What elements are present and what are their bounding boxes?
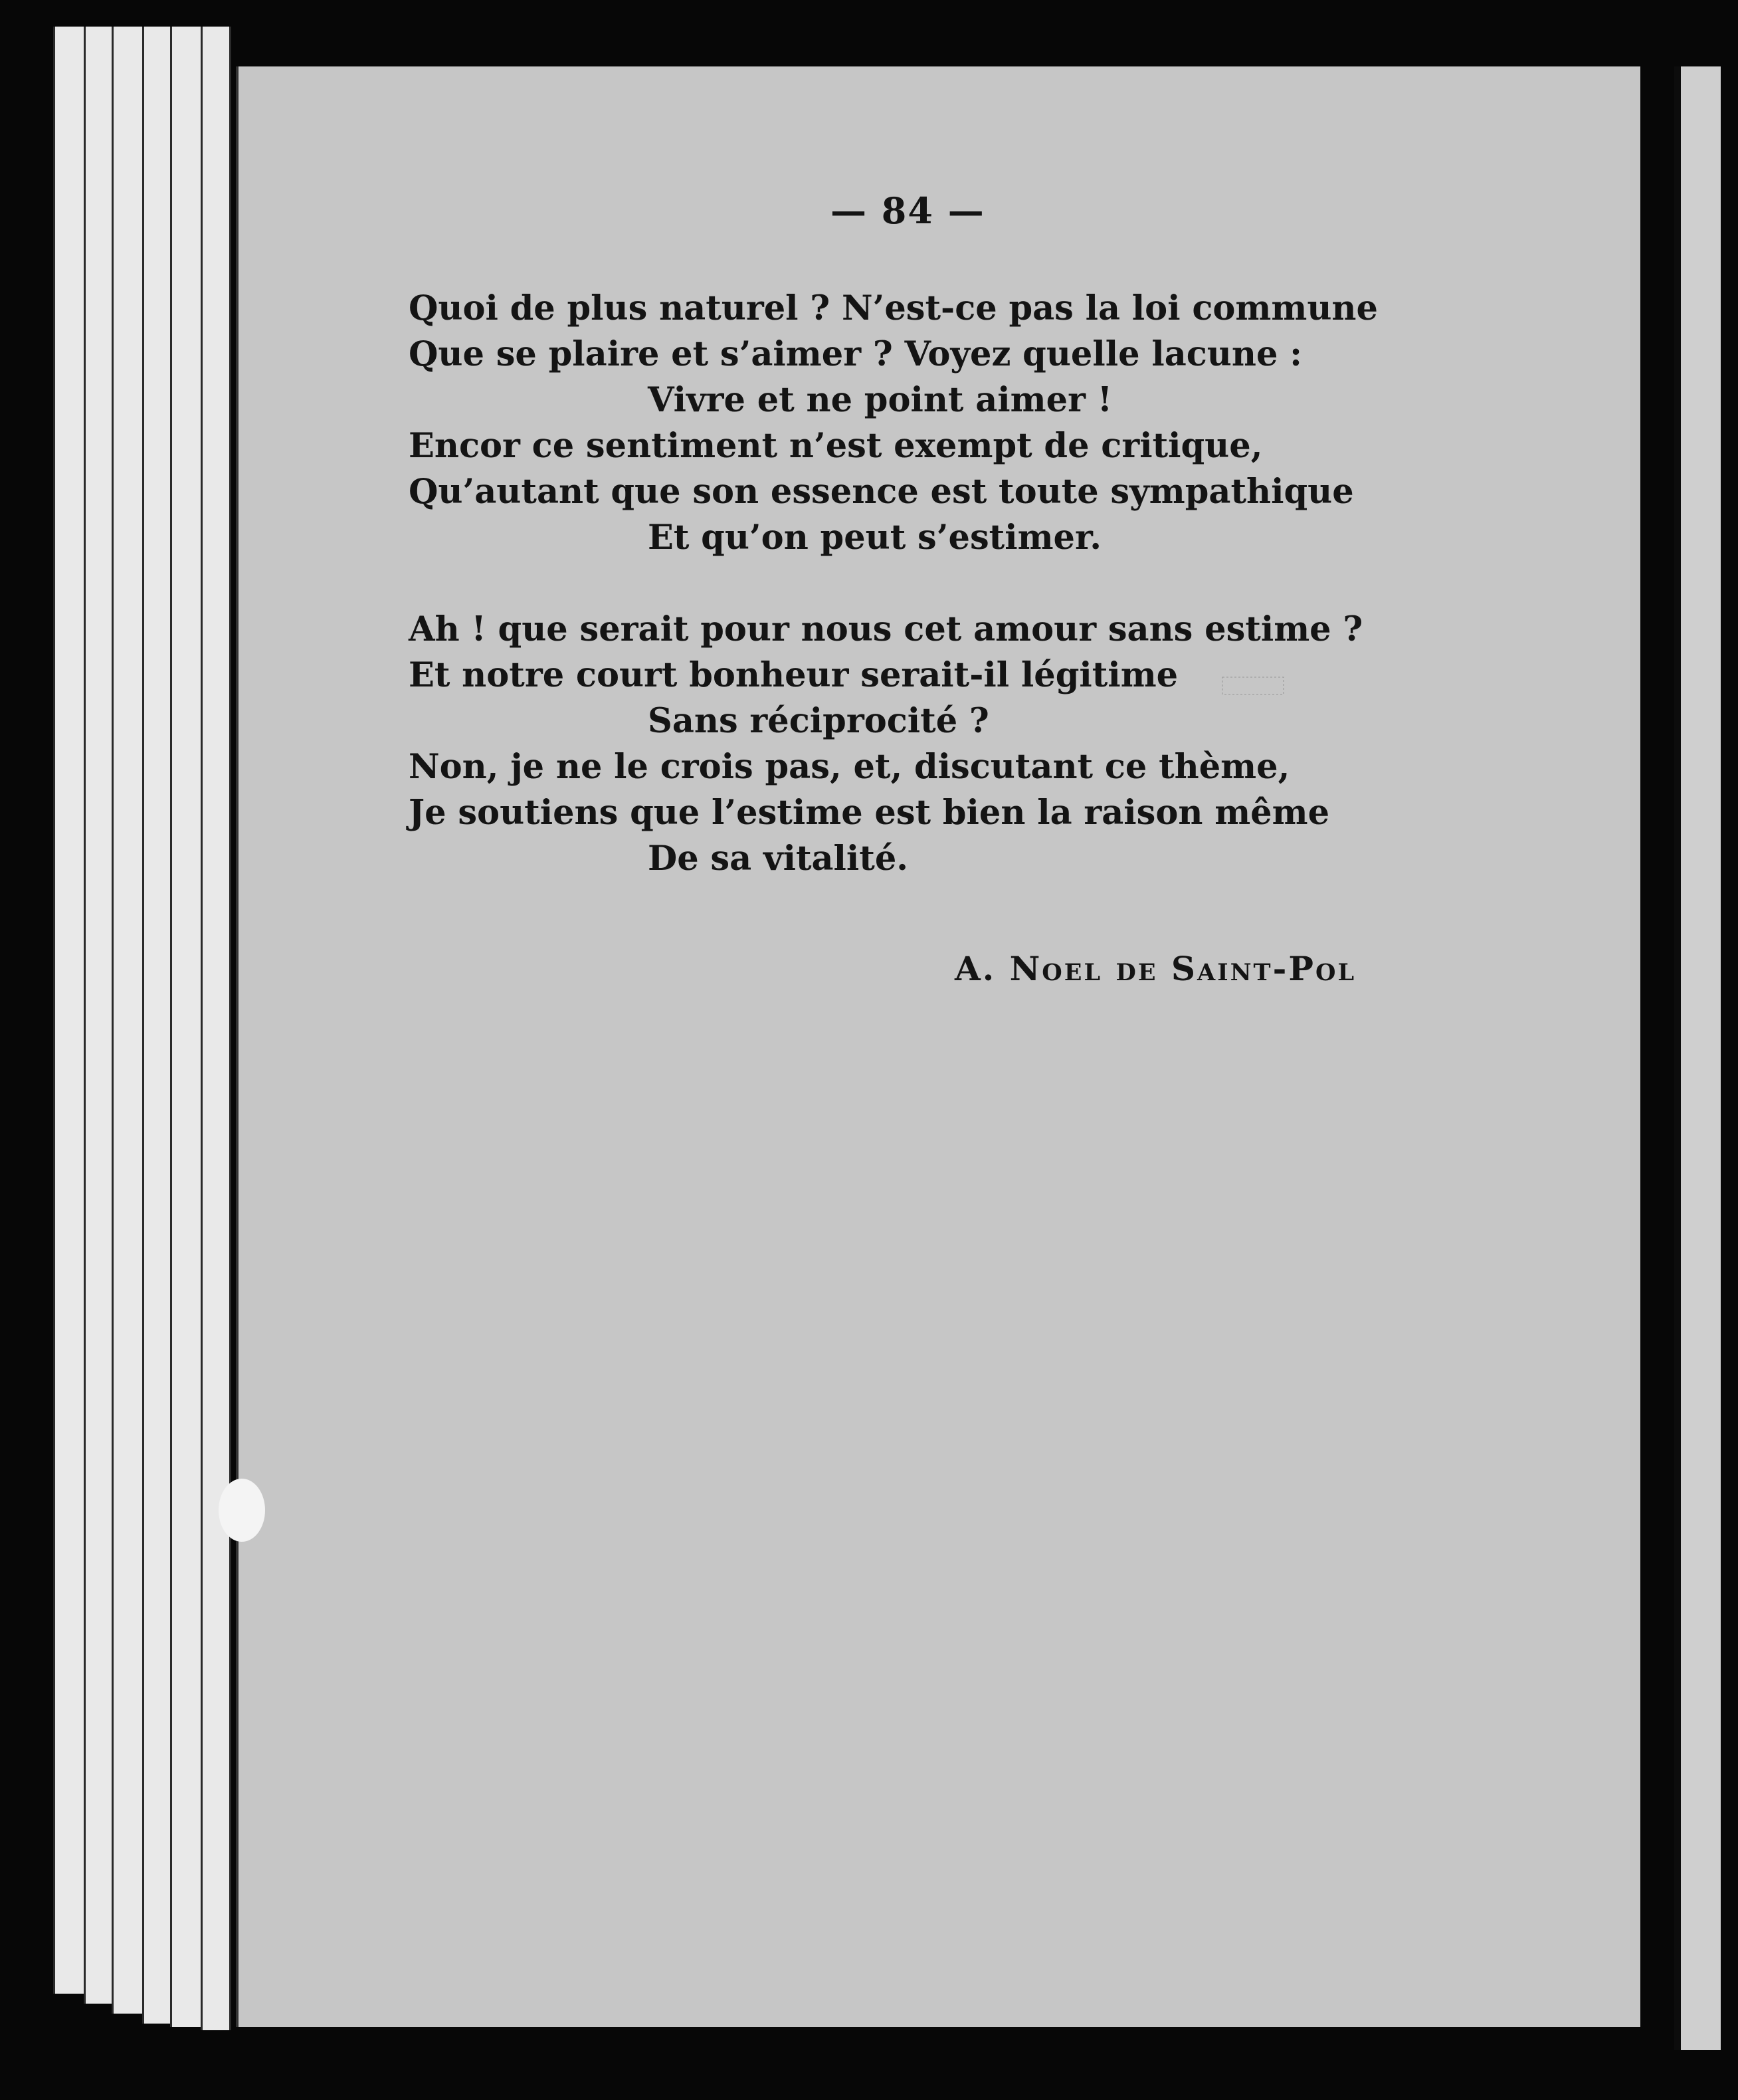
poem-line: Non, je ne le crois pas, et, discutant ce thème, — [409, 747, 1290, 787]
poem-line: Encor ce sentiment n’est exempt de critique, — [409, 426, 1263, 466]
poem-line: Et notre court bonheur serait-il légitime — [409, 655, 1179, 695]
poem-line: De sa vitalité. — [648, 839, 909, 879]
paper-damage-spot — [219, 1479, 265, 1542]
page-edge — [112, 27, 145, 2014]
page-edge — [53, 27, 86, 1994]
adjacent-page — [1674, 66, 1721, 2050]
poem — [409, 286, 1432, 882]
faint-library-stamp — [1221, 675, 1285, 697]
page-edge — [84, 27, 114, 2004]
poem-line: Sans réciprocité ? — [648, 701, 989, 741]
poem-line: Ah ! que serait pour nous cet amour sans estime ? — [409, 609, 1363, 649]
stanza-break — [409, 561, 1432, 607]
page-edge — [142, 27, 173, 2024]
author-signature: A. Noel de Saint-Pol — [955, 949, 1357, 988]
page-number: — 84 — — [830, 189, 985, 232]
poem-line: Je soutiens que l’estime est bien la raison même — [409, 793, 1330, 833]
poem-line: Quoi de plus naturel ? N’est-ce pas la loi commune — [409, 288, 1378, 328]
poem-line: Que se plaire et s’aimer ? Voyez quelle lacune : — [409, 334, 1302, 374]
page-edge — [201, 27, 231, 2030]
poem-line: Qu’autant que son essence est toute sympathique — [409, 472, 1354, 512]
page-edge — [170, 27, 203, 2027]
poem-line: Vivre et ne point aimer ! — [648, 380, 1113, 420]
poem-line: Et qu’on peut s’estimer. — [648, 518, 1102, 558]
